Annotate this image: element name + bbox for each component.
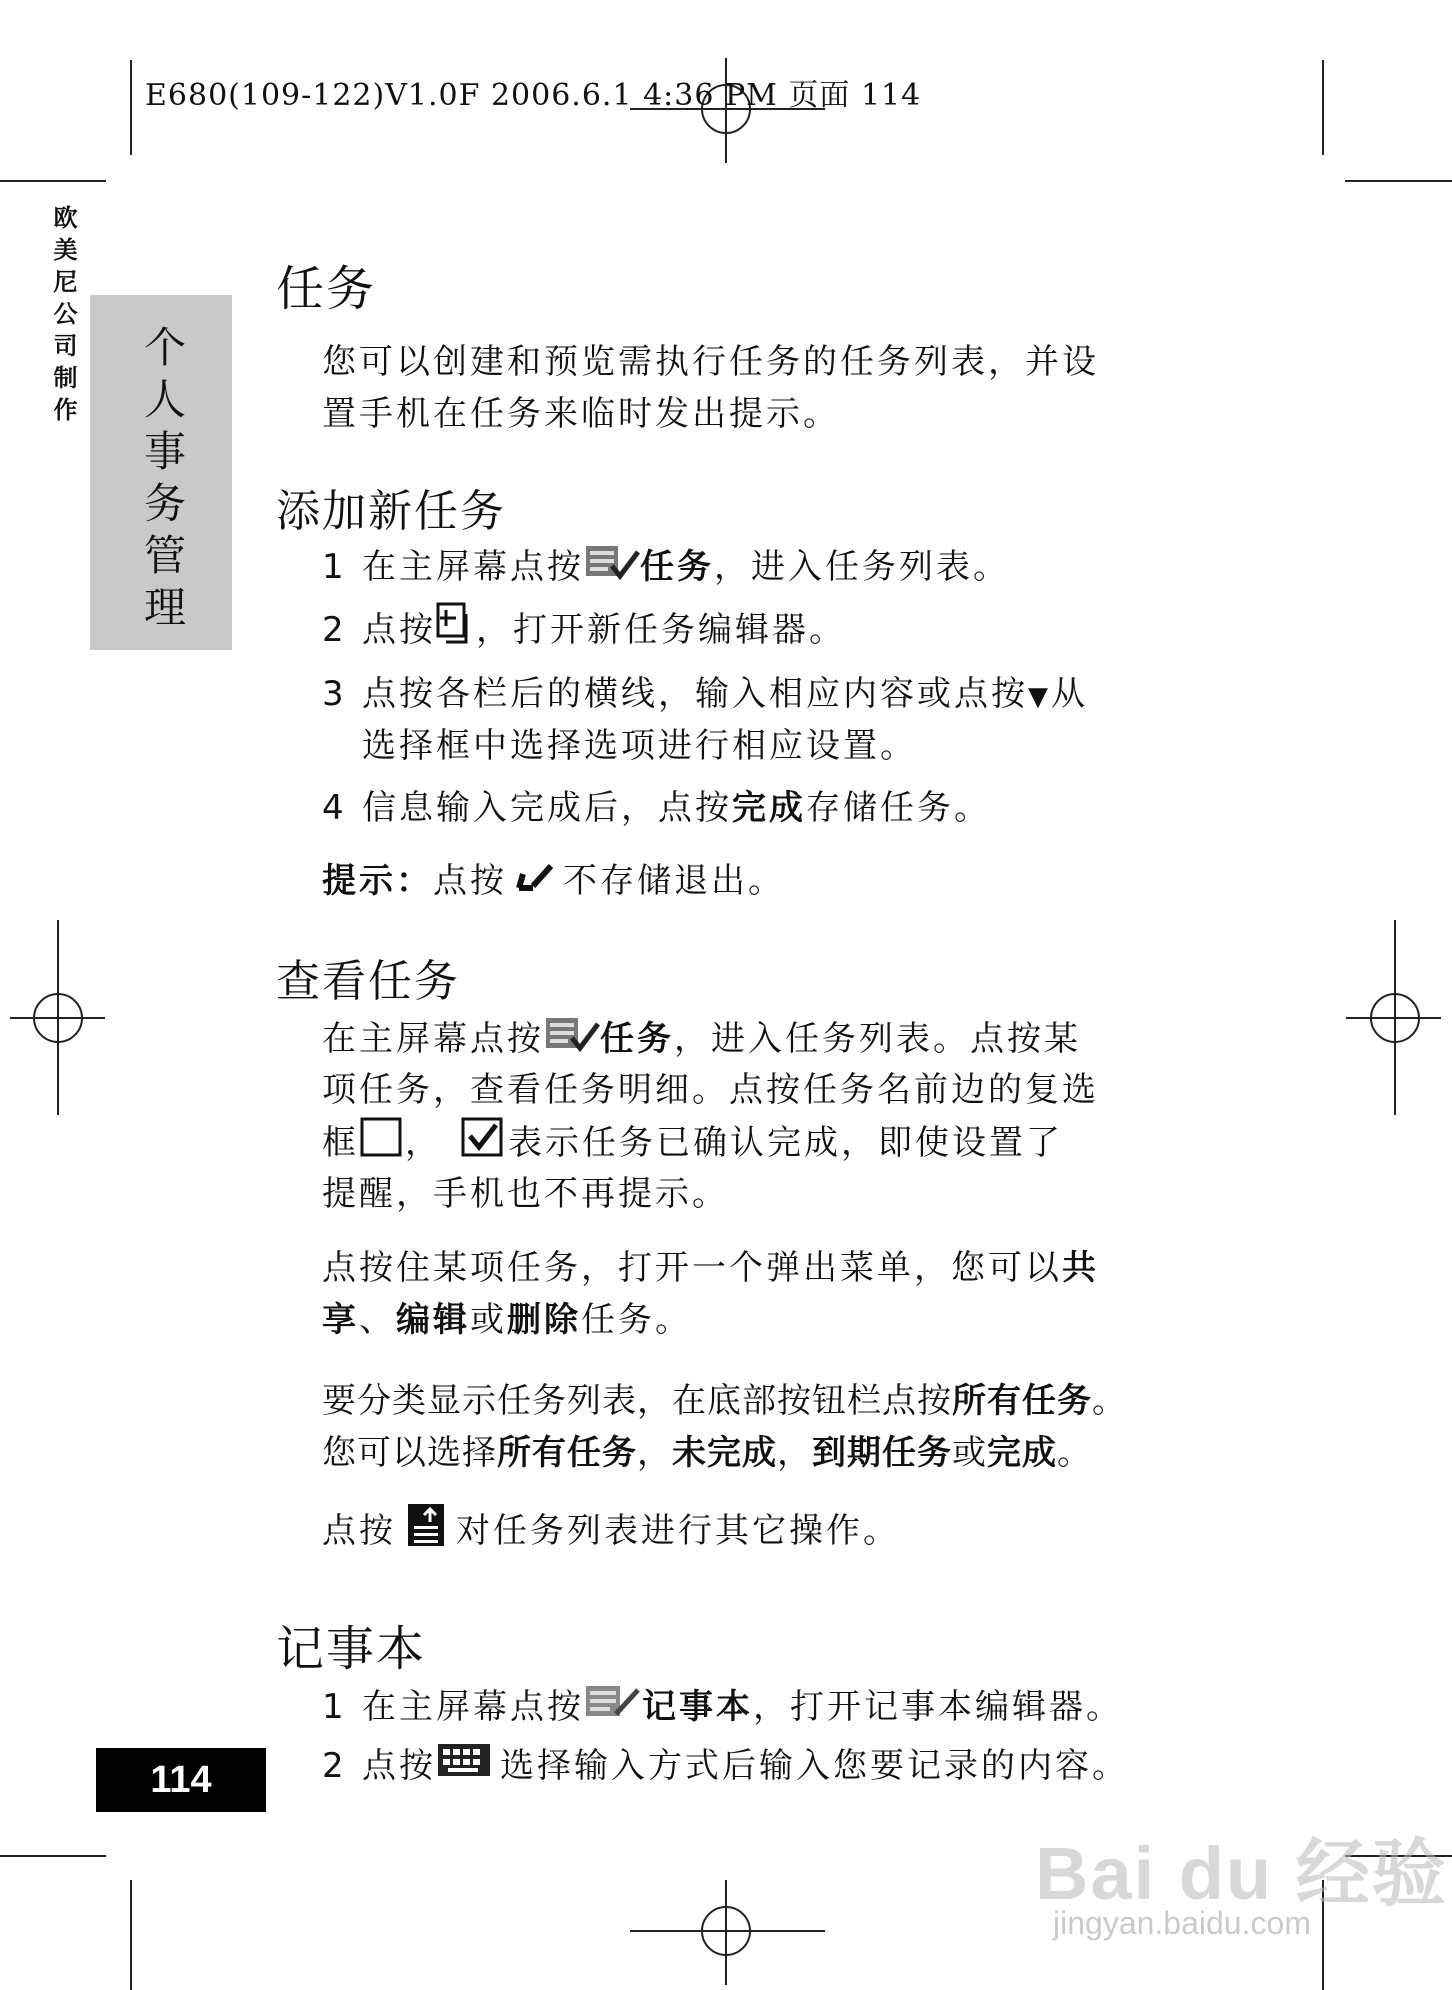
crop-mark-bottom-left-horizontal	[0, 1855, 106, 1857]
section-title-task: 任务	[276, 261, 377, 317]
view-task-p4: 点按 对任务列表进行其它操作。	[322, 1502, 900, 1563]
dropdown-arrow-icon: ▼	[1028, 682, 1051, 712]
page-number: 114	[96, 1748, 266, 1812]
crop-mark-top-left-horizontal	[0, 180, 106, 182]
add-task-step3-line2: 选择框中选择选项进行相应设置。	[362, 726, 917, 766]
view-task-p2-line2: 享、编辑或删除任务。	[322, 1300, 692, 1340]
vertical-credit: 欧美尼公司制作	[49, 205, 77, 429]
step-number: 2	[322, 610, 347, 650]
registration-mark-bottom	[701, 1906, 751, 1956]
baidu-watermark	[1035, 1780, 1448, 1950]
crop-mark-top-left-vertical	[130, 60, 132, 155]
view-task-p2-line1: 点按住某项任务，打开一个弹出菜单，您可以共	[322, 1248, 1099, 1288]
watermark-logo: Bai du 经验	[1035, 1832, 1448, 1915]
view-task-p3-line1: 要分类显示任务列表，在底部按钮栏点按所有任务。	[322, 1381, 1127, 1421]
step-number: 1	[322, 547, 347, 587]
view-task-p1-line3: 框 ， 表示任务已确认完成，即使设置了	[322, 1116, 1063, 1173]
registration-mark-left	[33, 993, 83, 1043]
task-intro-line1: 您可以创建和预览需执行任务的任务列表，并设	[322, 342, 1099, 382]
notepad-step1: 1 在主屏幕点按 记事本，打开记事本编辑器。	[322, 1680, 1123, 1737]
view-task-p1-line2: 项任务，查看任务明细。点按任务名前边的复选	[322, 1070, 1099, 1110]
back-return-icon	[515, 857, 555, 909]
unchecked-checkbox-icon	[359, 1116, 405, 1173]
section-title-add-task: 添加新任务	[276, 486, 506, 537]
step-number: 4	[322, 788, 347, 828]
crop-mark-top-right-vertical	[1322, 60, 1324, 155]
step-number: 2	[322, 1746, 347, 1786]
task-app-icon	[584, 540, 640, 597]
list-menu-icon	[406, 1502, 446, 1563]
add-task-step1: 1 在主屏幕点按 任务，进入任务列表。	[322, 540, 1010, 597]
section-title-notepad: 记事本	[276, 1621, 427, 1677]
print-slug: E680(109-122)V1.0F 2006.6.1 4:36 PM 页面 114	[145, 78, 922, 113]
add-task-step3-line1: 3 点按各栏后的横线，输入相应内容或点按▼从	[322, 668, 1088, 723]
notepad-app-icon	[584, 1680, 642, 1737]
add-task-step4: 4 信息输入完成后，点按完成存储任务。	[322, 782, 991, 834]
section-title-view-task: 查看任务	[276, 956, 460, 1007]
registration-mark-right	[1370, 993, 1420, 1043]
task-intro-line2: 置手机在任务来临时发出提示。	[322, 394, 840, 434]
add-task-tip: 提示：点按 不存储退出。	[322, 855, 785, 909]
keyboard-icon	[436, 1740, 492, 1795]
notepad-step2: 2 点按 选择输入方式后输入您要记录的内容。	[322, 1740, 1129, 1795]
chapter-side-tab-label: 个人事务管理	[138, 325, 187, 637]
step-number: 3	[322, 674, 347, 714]
new-task-icon	[436, 602, 476, 661]
crop-mark-bottom-left-vertical	[130, 1880, 132, 1990]
watermark-url: jingyan.baidu.com	[1053, 1905, 1311, 1941]
checked-checkbox-icon	[460, 1116, 508, 1173]
view-task-p1-line4: 提醒，手机也不再提示。	[322, 1174, 729, 1214]
crop-mark-top-right-horizontal	[1345, 180, 1452, 182]
task-app-icon	[544, 1012, 600, 1069]
view-task-p1-line1: 在主屏幕点按 任务，进入任务列表。点按某	[322, 1012, 1081, 1069]
add-task-step2: 2 点按 ，打开新任务编辑器。	[322, 602, 846, 661]
step-number: 1	[322, 1687, 347, 1727]
view-task-p3-line2: 您可以选择所有任务，未完成，到期任务或完成。	[322, 1433, 1092, 1473]
chapter-side-tab	[90, 295, 232, 650]
